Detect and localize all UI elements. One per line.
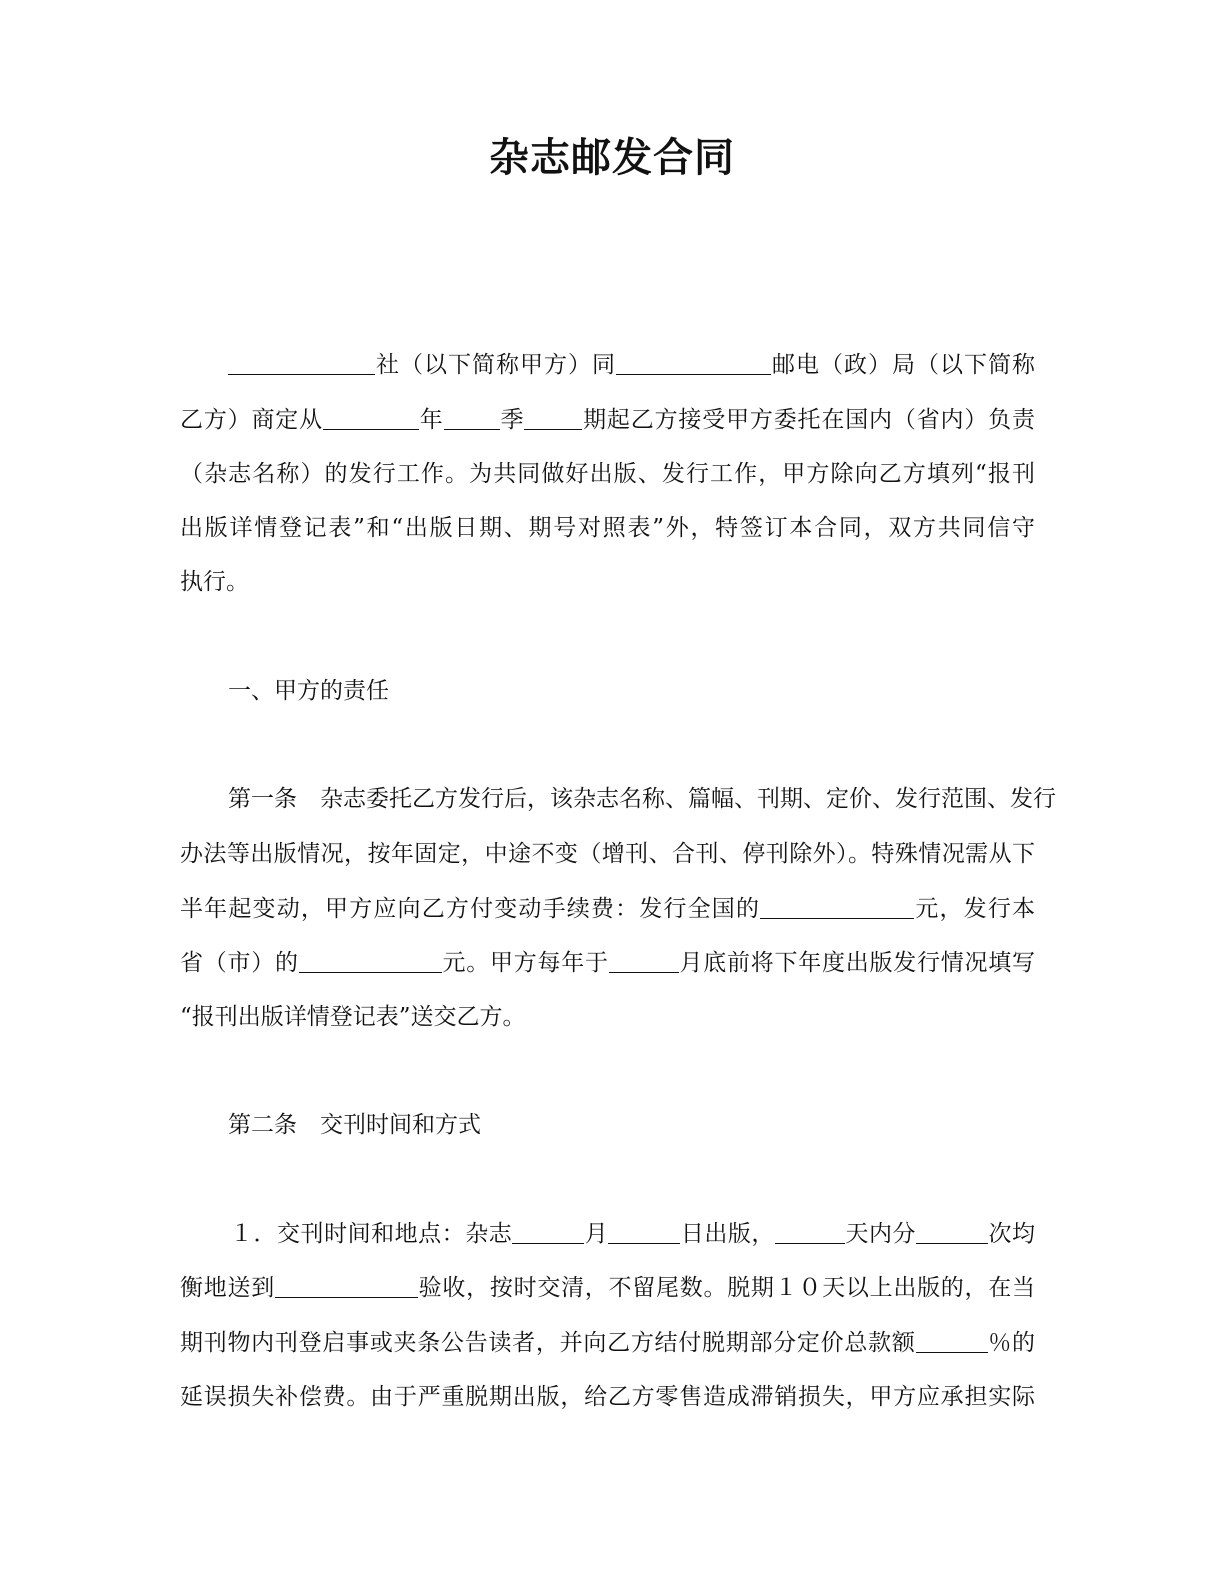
text-run: 乙方）商定从	[180, 407, 323, 433]
text-run: 元，发行本	[914, 896, 1036, 922]
text-run: 邮电（政）局（以下简称	[771, 352, 1035, 378]
paragraph-line	[230, 1223, 1035, 1246]
paragraph-line	[180, 1277, 1035, 1300]
fill-blank[interactable]	[444, 409, 500, 430]
paragraph-line	[180, 409, 1035, 432]
text-run: 省（市）的	[180, 950, 299, 976]
paragraph-line: 第一条 杂志委托乙方发行后，该杂志名称、篇幅、刊期、定价、发行范围、发行	[228, 786, 1056, 812]
text-run: 日出版，	[680, 1221, 775, 1247]
fill-blank[interactable]	[512, 1223, 584, 1244]
text-run: 月底前将下年度出版发行情况填写	[678, 950, 1035, 976]
text-run: ％的	[987, 1330, 1036, 1356]
fill-blank[interactable]	[616, 354, 771, 375]
text-run: 验收，按时交清，不留尾数。脱期１０天以上出版的，在当	[417, 1275, 1036, 1301]
text-run: 社（以下简称甲方）同	[375, 352, 616, 378]
paragraph-line	[180, 952, 1035, 975]
text-run: 次均	[988, 1221, 1036, 1247]
paragraph-line: 延误损失补偿费。由于严重脱期出版，给乙方零售造成滞销损失，甲方应承担实际	[180, 1384, 1035, 1410]
fill-blank[interactable]	[760, 898, 914, 919]
text-run: 天内分	[844, 1221, 916, 1247]
fill-blank[interactable]	[775, 1223, 845, 1244]
article-heading: 第二条 交刊时间和方式	[228, 1112, 481, 1138]
fill-blank[interactable]	[228, 354, 375, 375]
paragraph-line: 执行。	[180, 569, 249, 595]
fill-blank[interactable]	[275, 1277, 418, 1298]
text-run: 年	[418, 407, 444, 433]
text-run: １．交刊时间和地点：杂志	[230, 1221, 513, 1247]
document-title: 杂志邮发合同	[489, 135, 735, 181]
fill-blank[interactable]	[323, 409, 419, 430]
fill-blank[interactable]	[608, 1223, 680, 1244]
text-run: 季	[499, 407, 525, 433]
fill-blank[interactable]	[609, 952, 679, 973]
text-run: 期刊物内刊登启事或夹条公告读者，并向乙方结付脱期部分定价总款额	[180, 1330, 916, 1356]
text-run: 期起乙方接受甲方委托在国内（省内）负责	[582, 407, 1036, 433]
fill-blank[interactable]	[299, 952, 442, 973]
fill-blank[interactable]	[524, 409, 582, 430]
paragraph-line	[180, 898, 1035, 921]
fill-blank[interactable]	[916, 1223, 988, 1244]
paragraph-line: “报刊出版详情登记表”送交乙方。	[180, 1004, 526, 1030]
paragraph-line: （杂志名称）的发行工作。为共同做好出版、发行工作，甲方除向乙方填列“报刊	[180, 461, 1035, 487]
text-run: 半年起变动，甲方应向乙方付变动手续费：发行全国的	[180, 896, 761, 922]
paragraph-line: 办法等出版情况，按年固定，中途不变（增刊、合刊、停刊除外）。特殊情况需从下	[180, 841, 1035, 867]
fill-blank[interactable]	[916, 1332, 988, 1353]
text-run: 衡地送到	[180, 1275, 275, 1301]
paragraph-line	[180, 1332, 1035, 1355]
text-run: 元。甲方每年于	[441, 950, 609, 976]
section-heading: 一、甲方的责任	[228, 678, 389, 704]
text-run: 月	[584, 1221, 609, 1247]
paragraph-line: 出版详情登记表”和“出版日期、期号对照表”外，特签订本合同，双方共同信守	[180, 515, 1035, 541]
paragraph-line	[180, 354, 1035, 377]
